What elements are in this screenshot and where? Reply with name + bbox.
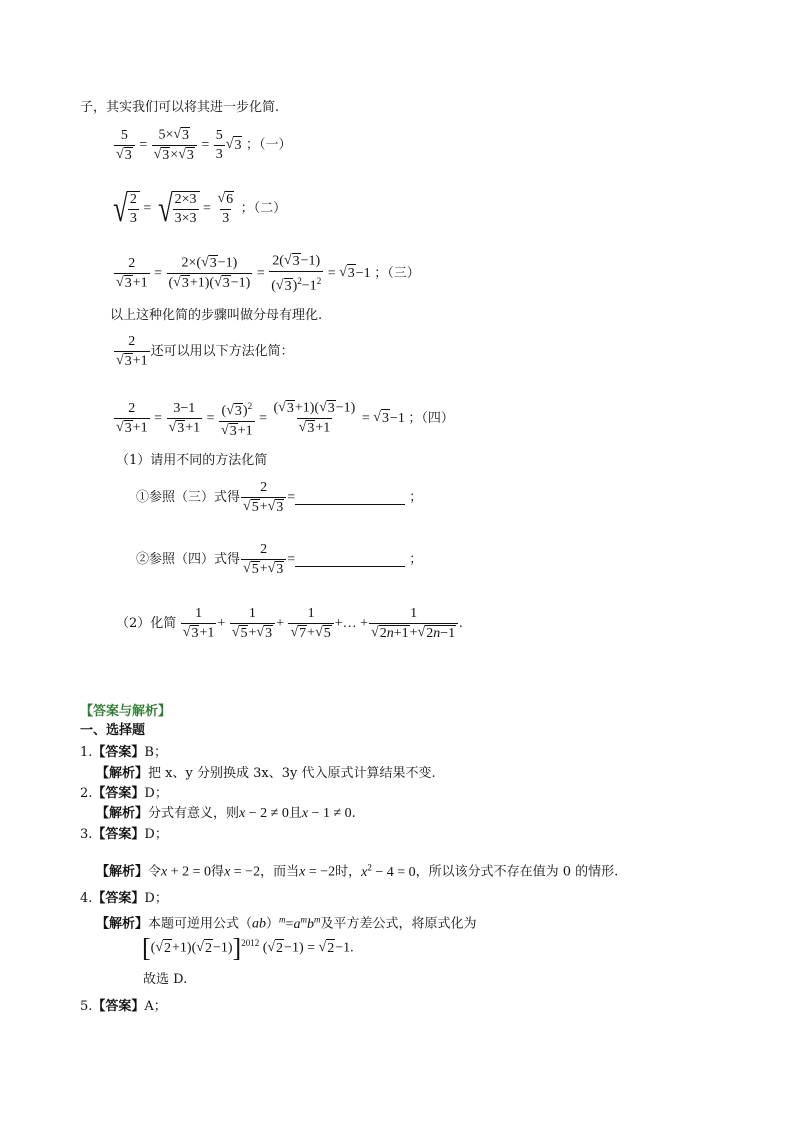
analysis-label: 【解析】 <box>96 916 149 932</box>
item-2-analysis-end: . <box>351 806 356 821</box>
item-2-num: 2. <box>80 786 93 801</box>
item-3-analysis-d: ，所以该分式不存在值为 0 的情形. <box>415 864 619 880</box>
item-4-formula: [( √ 2 +1)( √ 2 −1)]$^{2012}$ ( √ 2 −1) = √ 2 −1. <box>142 933 354 963</box>
item-1-answer-value: B； <box>144 745 167 760</box>
item-1-analysis <box>96 765 436 783</box>
analysis-label: 【解析】 <box>96 806 149 821</box>
item-5-num: 5. <box>80 999 93 1014</box>
item-3-answer <box>80 826 168 844</box>
rationalize-text: 以上这种化简的步骤叫做分母有理化. <box>110 308 323 323</box>
item-1-num: 1. <box>80 745 93 760</box>
item-3-num: 3. <box>80 827 93 842</box>
q1b-prefix: ②参照（四）式得 <box>136 552 241 568</box>
equation-1: 5 √ 3 = 5× √ 3 √ 3 × √ 3 = $\frac{5}{3}$ √ 3 ；（一） <box>116 127 292 163</box>
q1b-semicolon: ； <box>409 552 423 568</box>
answer-blank-1b[interactable] <box>295 552 405 567</box>
q2-prefix: （2）化简 <box>116 616 177 632</box>
answer-label: 【答案】 <box>92 745 145 760</box>
tag-2: ；（二） <box>240 201 287 217</box>
item-4-conclusion: 故选 D. <box>143 972 188 987</box>
answer-label: 【答案】 <box>92 999 145 1014</box>
item-3-analysis-a: 得 <box>211 864 225 880</box>
answers-header: 【答案与解析】 <box>80 704 172 719</box>
question-2: （2）化简 1 √ 3 +1 + 1 √ 5 + √ 3 + 1 √ 7 + √ 5 +… + 1 √ 2n+1 + √ 2n−1 . <box>116 606 463 641</box>
item-3-answer-value: D； <box>144 827 168 842</box>
item-3-analysis: 【解析】令x + 2 = 0得x = −2，而当x = −2时，$x^2 - 4 = 0$，所以该分式不存在值为 0 的情形. <box>96 862 619 880</box>
analysis-label: 【解析】 <box>96 864 149 880</box>
item-4-num: 4. <box>80 891 93 906</box>
section-1-title: 一、选择题 <box>80 723 146 738</box>
item-1-analysis-text: 把 x、y 分别换成 3x、3y 代入原式计算结果不变. <box>148 766 436 781</box>
item-2-answer-value: D； <box>144 786 168 801</box>
item-4-analysis: 【解析】本题可逆用公式$(ab)^m=a^mb^m$及平方差公式，将原式化为 <box>96 914 477 932</box>
also-text: 还可以用以下方法化简： <box>150 344 294 360</box>
intro-text: 子，其实我们可以将其进一步化简. <box>80 100 280 115</box>
question-1b: ②参照（四）式得 2 √ 5 + √ 3 = ； <box>136 542 423 577</box>
analysis-label: 【解析】 <box>96 766 149 781</box>
answer-blank-1a[interactable] <box>295 490 405 505</box>
item-5-answer <box>80 998 167 1016</box>
item-3-analysis-pre: 令 <box>148 864 162 880</box>
equation-2: √ 2 3 = √ 2×3 3×3 = √ 6 3 ；（二） <box>113 188 287 230</box>
item-2-answer <box>80 785 168 803</box>
item-5-answer-value: A； <box>144 999 167 1014</box>
item-2-analysis: 【解析】分式有意义，则x − 2 ≠ 0且x − 1 ≠ 0. <box>96 806 356 821</box>
question-1a: ①参照（三）式得 2 √ 5 + √ 3 = ； <box>136 480 423 515</box>
question-1: （1）请用不同的方法化简 <box>116 453 268 468</box>
equation-4: 2 √ 3 +1 = 3−1 √ 3 +1 = ( √ 3 )$^2$ √ 3 +1 = ( √ 3 +1)( √ 3 −1) √ 3 +1 = √ 3 −1 ；（四） <box>116 400 454 439</box>
answer-label: 【答案】 <box>92 891 145 906</box>
tag-3: ；（三） <box>374 266 420 282</box>
item-3-analysis-b: ，而当 <box>260 864 300 880</box>
q1a-prefix: ①参照（三）式得 <box>136 490 241 506</box>
item-4-answer-value: D； <box>144 891 168 906</box>
item-3-analysis-c: 时， <box>335 864 362 880</box>
tag-1: ；（一） <box>245 137 292 153</box>
tag-4: ；（四） <box>408 411 454 427</box>
item-4-analysis-mid: 及平方差公式，将原式化为 <box>320 916 477 932</box>
equation-3: 2 √ 3 +1 = 2×( √ 3 −1) ( √ 3 +1)( √ 3 −1) = 2( √ 3 −1) ( √ 3 )$^2-1^2$ = √ 3 −1 ；（三） <box>116 253 420 294</box>
item-4-analysis-pre: 本题可逆用公式（ <box>148 916 253 932</box>
answer-label: 【答案】 <box>92 786 145 801</box>
item-4-answer <box>80 890 168 908</box>
item-2-analysis-mid: 且 <box>288 806 302 821</box>
equation-also: 2 √ 3 +1 还可以用以下方法化简： <box>116 334 294 369</box>
item-1-answer <box>80 744 167 762</box>
item-2-analysis-pre: 分式有意义，则 <box>148 806 240 821</box>
answer-label: 【答案】 <box>92 827 145 842</box>
q1a-semicolon: ； <box>409 490 423 506</box>
